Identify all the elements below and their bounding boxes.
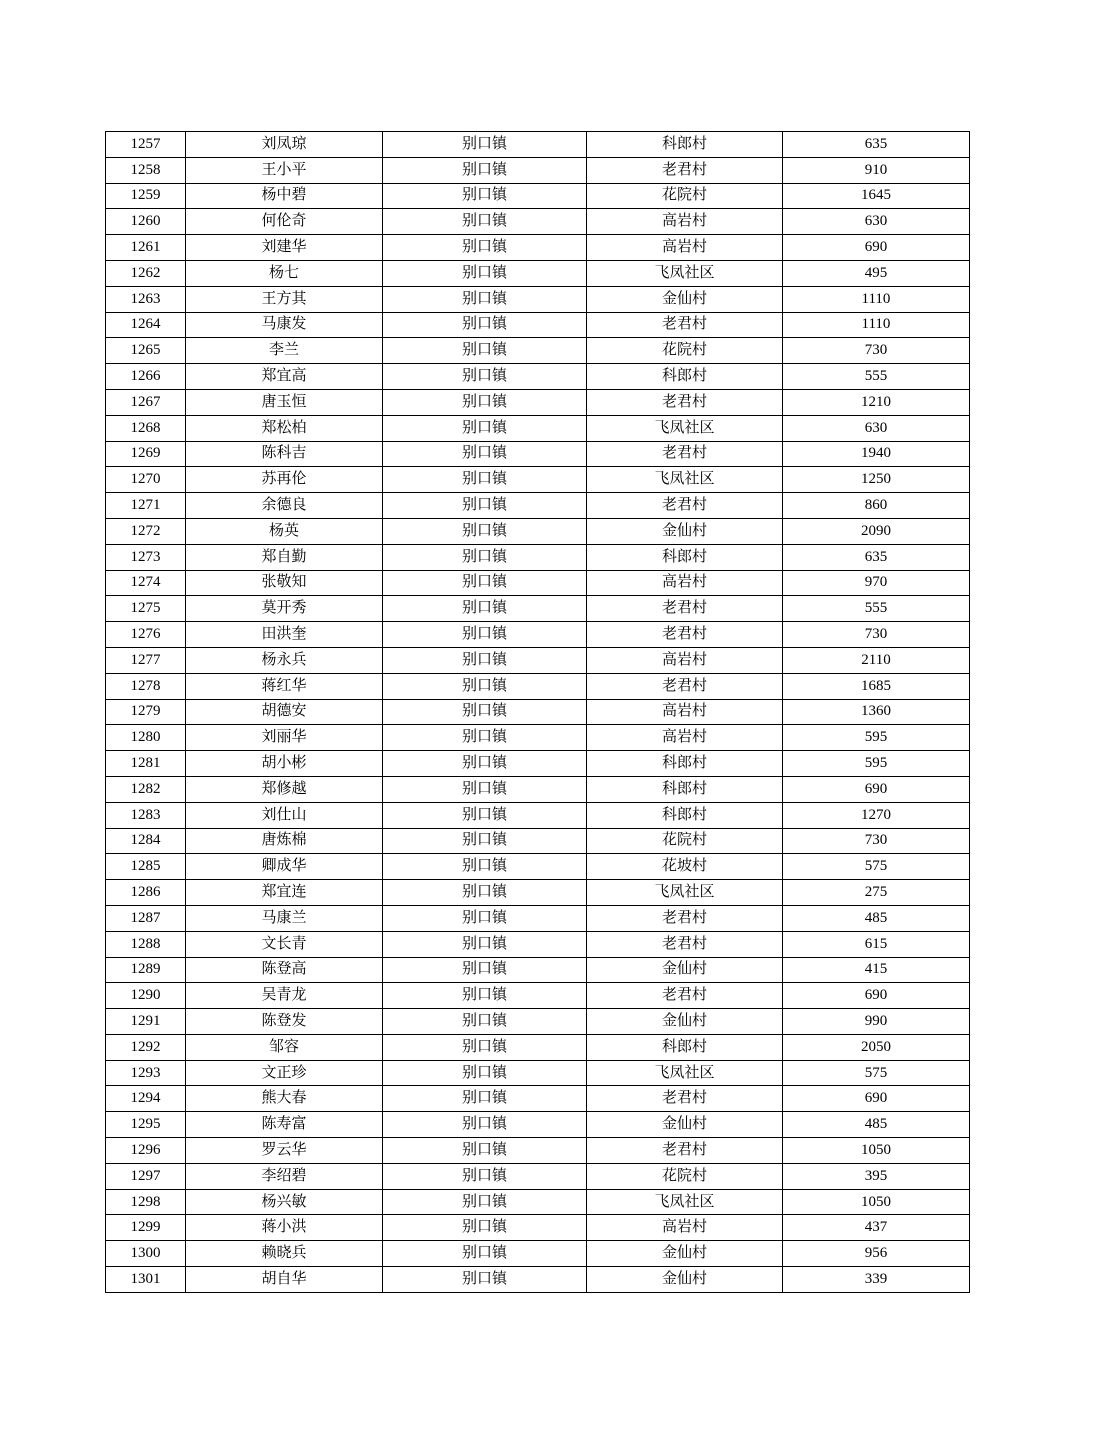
cell-name: 李绍碧: [186, 1163, 383, 1189]
cell-name: 陈登发: [186, 1009, 383, 1035]
cell-row-number: 1296: [106, 1138, 186, 1164]
cell-name: 陈科吉: [186, 441, 383, 467]
cell-name: 罗云华: [186, 1138, 383, 1164]
records-table-body: [106, 132, 970, 1293]
table-row: [106, 209, 970, 235]
cell-amount: 1050: [783, 1138, 970, 1164]
table-row: [106, 132, 970, 158]
cell-name: 郑松柏: [186, 415, 383, 441]
cell-village: 花院村: [587, 1163, 783, 1189]
cell-amount: 395: [783, 1163, 970, 1189]
cell-town: 别口镇: [383, 751, 587, 777]
cell-name: 胡德安: [186, 699, 383, 725]
cell-village: 科郎村: [587, 544, 783, 570]
cell-town: 别口镇: [383, 1112, 587, 1138]
cell-amount: 1940: [783, 441, 970, 467]
cell-row-number: 1281: [106, 751, 186, 777]
cell-village: 花院村: [587, 183, 783, 209]
cell-town: 别口镇: [383, 235, 587, 261]
cell-name: 王方其: [186, 286, 383, 312]
cell-row-number: 1257: [106, 132, 186, 158]
cell-town: 别口镇: [383, 338, 587, 364]
cell-amount: 860: [783, 493, 970, 519]
cell-village: 花院村: [587, 338, 783, 364]
cell-village: 高岩村: [587, 647, 783, 673]
table-row: [106, 493, 970, 519]
cell-town: 别口镇: [383, 570, 587, 596]
cell-village: 科郎村: [587, 802, 783, 828]
cell-village: 老君村: [587, 157, 783, 183]
cell-town: 别口镇: [383, 1215, 587, 1241]
cell-row-number: 1278: [106, 673, 186, 699]
cell-town: 别口镇: [383, 364, 587, 390]
cell-name: 熊大春: [186, 1086, 383, 1112]
cell-amount: 690: [783, 983, 970, 1009]
cell-row-number: 1301: [106, 1267, 186, 1293]
cell-name: 杨七: [186, 260, 383, 286]
cell-village: 高岩村: [587, 1215, 783, 1241]
table-row: [106, 570, 970, 596]
cell-name: 胡小彬: [186, 751, 383, 777]
table-row: [106, 441, 970, 467]
cell-village: 老君村: [587, 1086, 783, 1112]
cell-town: 别口镇: [383, 725, 587, 751]
table-row: [106, 364, 970, 390]
records-table: [105, 131, 970, 1293]
cell-town: 别口镇: [383, 1086, 587, 1112]
cell-town: 别口镇: [383, 467, 587, 493]
cell-town: 别口镇: [383, 1138, 587, 1164]
cell-row-number: 1300: [106, 1241, 186, 1267]
cell-village: 科郎村: [587, 1034, 783, 1060]
cell-name: 刘凤琼: [186, 132, 383, 158]
cell-name: 李兰: [186, 338, 383, 364]
cell-amount: 2110: [783, 647, 970, 673]
cell-village: 飞凤社区: [587, 880, 783, 906]
cell-row-number: 1282: [106, 776, 186, 802]
cell-village: 花坡村: [587, 854, 783, 880]
cell-name: 唐玉恒: [186, 389, 383, 415]
cell-row-number: 1291: [106, 1009, 186, 1035]
cell-name: 杨中碧: [186, 183, 383, 209]
cell-village: 老君村: [587, 441, 783, 467]
cell-amount: 1250: [783, 467, 970, 493]
table-row: [106, 235, 970, 261]
cell-town: 别口镇: [383, 132, 587, 158]
table-row: [106, 1009, 970, 1035]
cell-town: 别口镇: [383, 441, 587, 467]
cell-town: 别口镇: [383, 673, 587, 699]
cell-name: 杨英: [186, 518, 383, 544]
cell-row-number: 1275: [106, 596, 186, 622]
table-row: [106, 880, 970, 906]
table-row: [106, 1163, 970, 1189]
cell-row-number: 1286: [106, 880, 186, 906]
cell-row-number: 1273: [106, 544, 186, 570]
table-row: [106, 931, 970, 957]
cell-name: 郑修越: [186, 776, 383, 802]
cell-town: 别口镇: [383, 1189, 587, 1215]
cell-village: 老君村: [587, 622, 783, 648]
cell-town: 别口镇: [383, 312, 587, 338]
cell-row-number: 1262: [106, 260, 186, 286]
cell-amount: 437: [783, 1215, 970, 1241]
cell-village: 金仙村: [587, 1112, 783, 1138]
cell-village: 科郎村: [587, 776, 783, 802]
cell-row-number: 1287: [106, 905, 186, 931]
cell-town: 别口镇: [383, 518, 587, 544]
cell-row-number: 1263: [106, 286, 186, 312]
cell-name: 杨永兵: [186, 647, 383, 673]
table-row: [106, 751, 970, 777]
cell-amount: 635: [783, 544, 970, 570]
cell-row-number: 1258: [106, 157, 186, 183]
cell-village: 老君村: [587, 983, 783, 1009]
cell-village: 老君村: [587, 596, 783, 622]
cell-row-number: 1264: [106, 312, 186, 338]
cell-row-number: 1294: [106, 1086, 186, 1112]
cell-name: 吴青龙: [186, 983, 383, 1009]
table-row: [106, 1034, 970, 1060]
cell-village: 老君村: [587, 931, 783, 957]
cell-town: 别口镇: [383, 1267, 587, 1293]
cell-village: 科郎村: [587, 132, 783, 158]
cell-village: 飞凤社区: [587, 1189, 783, 1215]
cell-amount: 2050: [783, 1034, 970, 1060]
cell-amount: 730: [783, 622, 970, 648]
cell-row-number: 1283: [106, 802, 186, 828]
cell-name: 卿成华: [186, 854, 383, 880]
cell-amount: 555: [783, 596, 970, 622]
cell-row-number: 1288: [106, 931, 186, 957]
cell-amount: 575: [783, 1060, 970, 1086]
table-row: [106, 544, 970, 570]
cell-town: 别口镇: [383, 493, 587, 519]
cell-village: 老君村: [587, 389, 783, 415]
cell-village: 高岩村: [587, 570, 783, 596]
cell-amount: 575: [783, 854, 970, 880]
cell-amount: 615: [783, 931, 970, 957]
cell-village: 飞凤社区: [587, 260, 783, 286]
table-row: [106, 1267, 970, 1293]
cell-town: 别口镇: [383, 983, 587, 1009]
cell-town: 别口镇: [383, 1241, 587, 1267]
cell-row-number: 1270: [106, 467, 186, 493]
cell-row-number: 1268: [106, 415, 186, 441]
cell-row-number: 1290: [106, 983, 186, 1009]
cell-row-number: 1276: [106, 622, 186, 648]
cell-village: 金仙村: [587, 1241, 783, 1267]
cell-village: 老君村: [587, 312, 783, 338]
cell-name: 郑自勤: [186, 544, 383, 570]
cell-amount: 1360: [783, 699, 970, 725]
cell-row-number: 1259: [106, 183, 186, 209]
cell-town: 别口镇: [383, 828, 587, 854]
cell-amount: 1110: [783, 312, 970, 338]
cell-village: 金仙村: [587, 518, 783, 544]
cell-row-number: 1277: [106, 647, 186, 673]
table-row: [106, 957, 970, 983]
cell-amount: 990: [783, 1009, 970, 1035]
cell-name: 邹容: [186, 1034, 383, 1060]
cell-amount: 1110: [783, 286, 970, 312]
cell-amount: 485: [783, 1112, 970, 1138]
cell-amount: 2090: [783, 518, 970, 544]
cell-name: 刘仕山: [186, 802, 383, 828]
cell-town: 别口镇: [383, 1060, 587, 1086]
cell-amount: 730: [783, 828, 970, 854]
cell-amount: 339: [783, 1267, 970, 1293]
cell-row-number: 1279: [106, 699, 186, 725]
table-row: [106, 776, 970, 802]
table-row: [106, 905, 970, 931]
cell-name: 赖晓兵: [186, 1241, 383, 1267]
cell-village: 科郎村: [587, 364, 783, 390]
table-row: [106, 1138, 970, 1164]
cell-town: 别口镇: [383, 157, 587, 183]
cell-village: 飞凤社区: [587, 467, 783, 493]
table-row: [106, 518, 970, 544]
cell-amount: 485: [783, 905, 970, 931]
cell-row-number: 1292: [106, 1034, 186, 1060]
cell-town: 别口镇: [383, 1034, 587, 1060]
table-row: [106, 312, 970, 338]
table-row: [106, 1189, 970, 1215]
cell-village: 老君村: [587, 1138, 783, 1164]
cell-name: 陈登高: [186, 957, 383, 983]
cell-row-number: 1265: [106, 338, 186, 364]
table-row: [106, 854, 970, 880]
cell-name: 苏再伦: [186, 467, 383, 493]
cell-village: 金仙村: [587, 957, 783, 983]
table-row: [106, 183, 970, 209]
cell-name: 胡自华: [186, 1267, 383, 1293]
cell-amount: 495: [783, 260, 970, 286]
cell-amount: 970: [783, 570, 970, 596]
cell-name: 张敬知: [186, 570, 383, 596]
cell-name: 郑宜连: [186, 880, 383, 906]
cell-town: 别口镇: [383, 931, 587, 957]
table-row: [106, 286, 970, 312]
cell-amount: 1210: [783, 389, 970, 415]
cell-row-number: 1261: [106, 235, 186, 261]
table-row: [106, 1241, 970, 1267]
table-row: [106, 983, 970, 1009]
cell-amount: 1050: [783, 1189, 970, 1215]
cell-village: 金仙村: [587, 286, 783, 312]
cell-row-number: 1297: [106, 1163, 186, 1189]
table-row: [106, 1060, 970, 1086]
cell-village: 金仙村: [587, 1267, 783, 1293]
cell-row-number: 1269: [106, 441, 186, 467]
cell-name: 郑宜高: [186, 364, 383, 390]
table-row: [106, 1112, 970, 1138]
cell-row-number: 1284: [106, 828, 186, 854]
cell-name: 蒋小洪: [186, 1215, 383, 1241]
cell-town: 别口镇: [383, 622, 587, 648]
cell-name: 陈寿富: [186, 1112, 383, 1138]
cell-town: 别口镇: [383, 854, 587, 880]
table-row: [106, 415, 970, 441]
cell-village: 老君村: [587, 905, 783, 931]
table-row: [106, 338, 970, 364]
cell-town: 别口镇: [383, 389, 587, 415]
cell-town: 别口镇: [383, 776, 587, 802]
cell-row-number: 1266: [106, 364, 186, 390]
cell-amount: 555: [783, 364, 970, 390]
table-row: [106, 157, 970, 183]
cell-row-number: 1280: [106, 725, 186, 751]
cell-name: 文长青: [186, 931, 383, 957]
cell-name: 王小平: [186, 157, 383, 183]
table-row: [106, 1086, 970, 1112]
table-row: [106, 467, 970, 493]
cell-amount: 1270: [783, 802, 970, 828]
cell-amount: 690: [783, 776, 970, 802]
cell-village: 高岩村: [587, 725, 783, 751]
cell-name: 田洪奎: [186, 622, 383, 648]
cell-row-number: 1260: [106, 209, 186, 235]
cell-town: 别口镇: [383, 880, 587, 906]
cell-row-number: 1293: [106, 1060, 186, 1086]
cell-town: 别口镇: [383, 286, 587, 312]
cell-amount: 415: [783, 957, 970, 983]
cell-village: 高岩村: [587, 209, 783, 235]
cell-row-number: 1299: [106, 1215, 186, 1241]
cell-town: 别口镇: [383, 1163, 587, 1189]
cell-name: 何伦奇: [186, 209, 383, 235]
table-row: [106, 802, 970, 828]
cell-row-number: 1267: [106, 389, 186, 415]
cell-amount: 690: [783, 1086, 970, 1112]
table-row: [106, 673, 970, 699]
cell-village: 老君村: [587, 673, 783, 699]
cell-village: 飞凤社区: [587, 415, 783, 441]
cell-amount: 730: [783, 338, 970, 364]
cell-amount: 956: [783, 1241, 970, 1267]
table-row: [106, 828, 970, 854]
cell-town: 别口镇: [383, 699, 587, 725]
cell-row-number: 1289: [106, 957, 186, 983]
cell-name: 杨兴敏: [186, 1189, 383, 1215]
cell-amount: 635: [783, 132, 970, 158]
cell-village: 科郎村: [587, 751, 783, 777]
cell-town: 别口镇: [383, 905, 587, 931]
cell-town: 别口镇: [383, 957, 587, 983]
cell-village: 高岩村: [587, 699, 783, 725]
cell-town: 别口镇: [383, 544, 587, 570]
cell-village: 飞凤社区: [587, 1060, 783, 1086]
cell-village: 老君村: [587, 493, 783, 519]
cell-town: 别口镇: [383, 802, 587, 828]
table-row: [106, 389, 970, 415]
cell-amount: 275: [783, 880, 970, 906]
cell-amount: 1685: [783, 673, 970, 699]
cell-village: 金仙村: [587, 1009, 783, 1035]
cell-name: 刘丽华: [186, 725, 383, 751]
cell-town: 别口镇: [383, 415, 587, 441]
table-row: [106, 260, 970, 286]
cell-town: 别口镇: [383, 260, 587, 286]
cell-amount: 595: [783, 725, 970, 751]
table-row: [106, 1215, 970, 1241]
cell-amount: 630: [783, 415, 970, 441]
cell-name: 唐炼棉: [186, 828, 383, 854]
cell-row-number: 1271: [106, 493, 186, 519]
cell-name: 马康发: [186, 312, 383, 338]
cell-village: 高岩村: [587, 235, 783, 261]
table-row: [106, 596, 970, 622]
cell-row-number: 1295: [106, 1112, 186, 1138]
cell-row-number: 1285: [106, 854, 186, 880]
cell-name: 余德良: [186, 493, 383, 519]
cell-row-number: 1298: [106, 1189, 186, 1215]
table-row: [106, 725, 970, 751]
cell-town: 别口镇: [383, 183, 587, 209]
table-row: [106, 699, 970, 725]
cell-name: 刘建华: [186, 235, 383, 261]
cell-row-number: 1272: [106, 518, 186, 544]
cell-amount: 595: [783, 751, 970, 777]
cell-town: 别口镇: [383, 647, 587, 673]
cell-name: 文正珍: [186, 1060, 383, 1086]
cell-name: 莫开秀: [186, 596, 383, 622]
cell-name: 马康兰: [186, 905, 383, 931]
cell-amount: 630: [783, 209, 970, 235]
cell-name: 蒋红华: [186, 673, 383, 699]
cell-town: 别口镇: [383, 596, 587, 622]
cell-village: 花院村: [587, 828, 783, 854]
cell-row-number: 1274: [106, 570, 186, 596]
cell-town: 别口镇: [383, 1009, 587, 1035]
table-row: [106, 622, 970, 648]
cell-amount: 690: [783, 235, 970, 261]
table-row: [106, 647, 970, 673]
cell-amount: 1645: [783, 183, 970, 209]
cell-town: 别口镇: [383, 209, 587, 235]
cell-amount: 910: [783, 157, 970, 183]
